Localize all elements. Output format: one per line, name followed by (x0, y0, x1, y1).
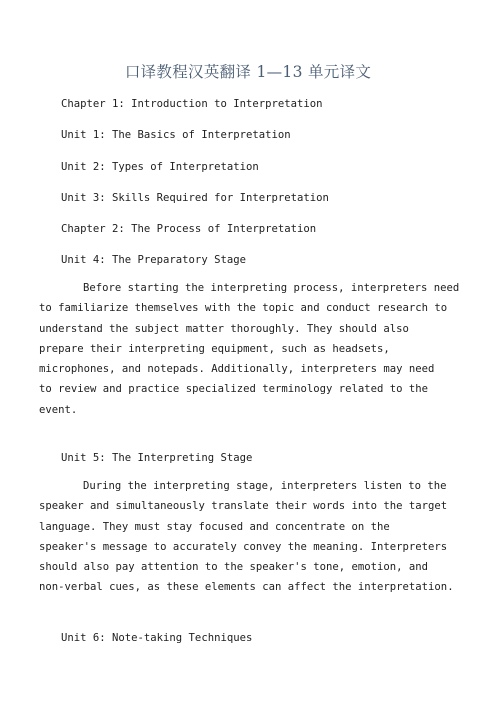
heading-unit-2: Unit 2: Types of Interpretation (61, 161, 259, 173)
heading-unit-6: Unit 6: Note-taking Techniques (61, 632, 253, 644)
paragraph-line: prepare their interpreting equipment, such as headsets, (39, 342, 390, 355)
heading-unit-3: Unit 3: Skills Required for Interpretation (61, 192, 329, 204)
heading-unit-1: Unit 1: The Basics of Interpretation (61, 129, 291, 141)
heading-unit-5: Unit 5: The Interpreting Stage (61, 452, 253, 464)
paragraph-line: microphones, and notepads. Additionally, interpreters may need (39, 363, 435, 376)
paragraph-preparatory-stage (39, 278, 460, 420)
paragraph-line: language. They must stay focused and concentrate on the (39, 520, 390, 533)
document-title: 口译教程汉英翻译 1—13 单元译文 (124, 63, 372, 81)
paragraph-line: During the interpreting stage, interpreters listen to the (83, 480, 447, 492)
heading-chapter-2: Chapter 2: The Process of Interpretation (61, 223, 317, 235)
paragraph-line: Before starting the interpreting process, interpreters need (83, 282, 460, 294)
paragraph-line: understand the subject matter thoroughly. They should also (39, 322, 409, 335)
paragraph-line: speaker's message to accurately convey the meaning. Interpreters (39, 540, 448, 553)
paragraph-line: to review and practice specialized terminology related to the (39, 383, 429, 396)
paragraph-interpreting-stage (39, 476, 454, 598)
paragraph-line: event. (39, 403, 78, 416)
paragraph-line: non-verbal cues, as these elements can affect the interpretation. (39, 581, 454, 594)
heading-chapter-1: Chapter 1: Introduction to Interpretation (61, 98, 323, 110)
paragraph-line: speaker and simultaneously translate their words into the target (39, 500, 448, 513)
heading-unit-4: Unit 4: The Preparatory Stage (61, 254, 246, 266)
paragraph-line: should also pay attention to the speaker's tone, emotion, and (39, 561, 429, 574)
paragraph-line: to familiarize themselves with the topic and conduct research to (39, 302, 448, 315)
